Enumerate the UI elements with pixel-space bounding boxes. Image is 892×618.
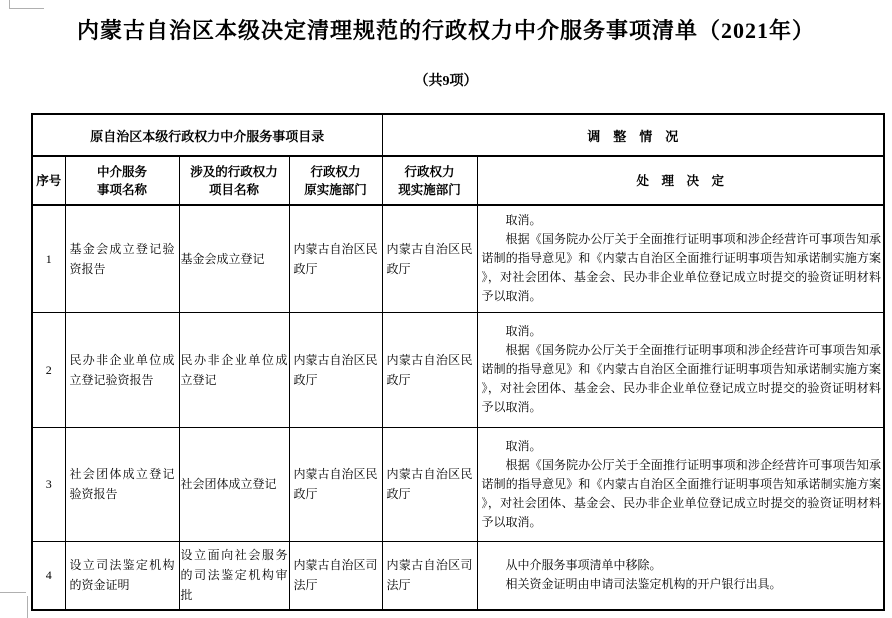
crop-mark xyxy=(27,596,28,618)
decision-paragraph: 相关资金证明由申请司法鉴定机构的开户银行出具。 xyxy=(505,577,782,592)
page-title: 内蒙古自治区本级决定清理规范的行政权力中介服务事项清单（2021年） xyxy=(76,18,815,43)
service-item-cell: 设立司法鉴定机构的资金证明 xyxy=(65,541,179,610)
group-header-row xyxy=(32,114,884,156)
decision-paragraph: 取消。 xyxy=(505,213,542,228)
items-table xyxy=(31,113,885,611)
current-dept-cell: 内蒙古自治区司法厅 xyxy=(382,541,477,610)
row-number-cell: 2 xyxy=(32,312,65,427)
col-header-related-power: 涉及的行政权力 项目名称 xyxy=(179,156,289,205)
service-item-cell: 基金会成立登记验资报告 xyxy=(65,205,179,312)
decision-paragraph: 取消。 xyxy=(505,438,542,453)
current-dept-cell: 内蒙古自治区民政厅 xyxy=(382,427,477,541)
table-row xyxy=(32,205,884,312)
col-header-service-item: 中介服务 事项名称 xyxy=(65,156,179,205)
crop-mark xyxy=(9,8,44,9)
col-header-no: 序号 xyxy=(32,156,65,205)
current-dept-cell: 内蒙古自治区民政厅 xyxy=(382,205,477,312)
related-power-cell: 设立面向社会服务的司法鉴定机构审批 xyxy=(179,541,289,610)
crop-mark xyxy=(0,592,26,593)
service-item-cell: 民办非企业单位成立登记验资报告 xyxy=(65,312,179,427)
decision-cell xyxy=(477,312,884,427)
col-header-current-dept: 行政权力 现实施部门 xyxy=(382,156,477,205)
decision-paragraph: 根据《国务院办公厅关于全面推行证明事项和涉企经营许可事项告知承诺制的指导意见》和《内蒙古自治区全面推行证明事项告知承诺制实施方案》，对社会团体、基金会、民办非企业单位登记成立时提交的验资证明材料予以取消。 xyxy=(481,232,882,304)
row-number-cell: 1 xyxy=(32,205,65,312)
related-power-cell: 民办非企业单位成立登记 xyxy=(179,312,289,427)
decision-paragraph: 根据《国务院办公厅关于全面推行证明事项和涉企经营许可事项告知承诺制的指导意见》和《内蒙古自治区全面推行证明事项告知承诺制实施方案》，对社会团体、基金会、民办非企业单位登记成立时提交的验资证明材料予以取消。 xyxy=(481,343,882,414)
page-subtitle: （共9项） xyxy=(414,74,478,89)
decision-paragraph: 取消。 xyxy=(505,324,542,338)
crop-mark xyxy=(9,0,10,8)
table-row xyxy=(32,541,884,610)
current-dept-cell: 内蒙古自治区民政厅 xyxy=(382,312,477,427)
decision-paragraph: 根据《国务院办公厅关于全面推行证明事项和涉企经营许可事项告知承诺制的指导意见》和《内蒙古自治区全面推行证明事项告知承诺制实施方案》，对社会团体、基金会、民办非企业单位登记成立时提交的验资证明材料予以取消。 xyxy=(481,457,882,529)
col-header-decision: 处 理 决 定 xyxy=(477,156,884,205)
col-header-original-dept: 行政权力 原实施部门 xyxy=(289,156,382,205)
related-power-cell: 基金会成立登记 xyxy=(179,205,289,312)
service-item-cell: 社会团体成立登记验资报告 xyxy=(65,427,179,541)
row-number-cell: 4 xyxy=(32,541,65,610)
group-header-adjustment-status: 调 整 情 况 xyxy=(382,114,884,156)
original-dept-cell: 内蒙古自治区民政厅 xyxy=(289,205,382,312)
original-dept-cell: 内蒙古自治区民政厅 xyxy=(289,427,382,541)
decision-cell xyxy=(477,205,884,312)
decision-cell xyxy=(477,541,884,610)
related-power-cell: 社会团体成立登记 xyxy=(179,427,289,541)
original-dept-cell: 内蒙古自治区民政厅 xyxy=(289,312,382,427)
decision-cell xyxy=(477,427,884,541)
column-header-row xyxy=(32,156,884,205)
group-header-original-catalog: 原自治区本级行政权力中介服务事项目录 xyxy=(32,114,382,156)
original-dept-cell: 内蒙古自治区司法厅 xyxy=(289,541,382,610)
table-row xyxy=(32,312,884,427)
table-row xyxy=(32,427,884,541)
decision-paragraph: 从中介服务事项清单中移除。 xyxy=(505,558,662,573)
row-number-cell: 3 xyxy=(32,427,65,541)
